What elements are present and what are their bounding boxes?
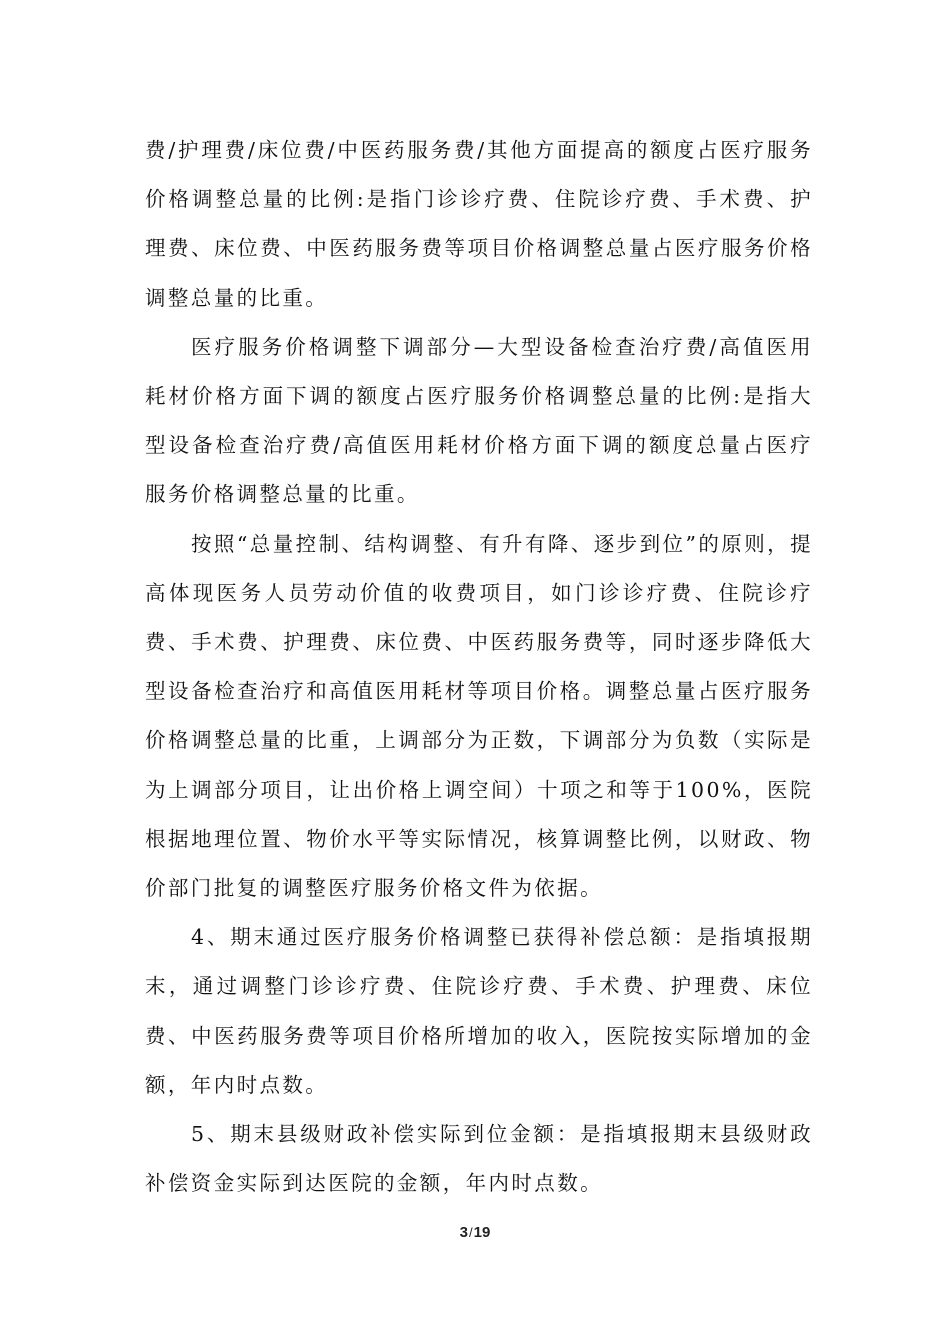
paragraph-continuation: 费/护理费/床位费/中医药服务费/其他方面提高的额度占医疗服务价格调整总量的比例:是指门诊诊疗费、住院诊疗费、手术费、护理费、床位费、中医药服务费等项目价格调整总量占医疗服务价格调整总量的比重。 (145, 138, 813, 310)
page-number (0, 1224, 950, 1241)
paragraph-item-5: 5、期末县级财政补偿实际到位金额：是指填报期末县级财政补偿资金实际到达医院的金额，年内时点数。 (145, 1122, 813, 1196)
paragraph-adjustment-principle: 按照“总量控制、结构调整、有升有降、逐步到位”的原则，提高体现医务人员劳动价值的收费项目，如门诊诊疗费、住院诊疗费、手术费、护理费、床位费、中医药服务费等，同时逐步降低大型设备检查治疗和高值医用耗材等项目价格。调整总量占医疗服务价格调整总量的比重，上调部分为正数，下调部分为负数（实际是为上调部分项目，让出价格上调空间）十项之和等于100%，医院根据地理位置、物价水平等实际情况，核算调整比例，以财政、物价部门批复的调整医疗服务价格文件为依据。 (145, 531, 813, 901)
current-page-number: 3 (459, 1224, 469, 1241)
paragraph-price-down-ratio: 医疗服务价格调整下调部分—大型设备检查治疗费/高值医用耗材价格方面下调的额度占医疗服务价格调整总量的比例:是指大型设备检查治疗费/高值医用耗材价格方面下调的额度总量占医疗服务价格调整总量的比重。 (145, 334, 813, 507)
total-pages-number: 19 (473, 1224, 491, 1241)
paragraph-item-4: 4、期末通过医疗服务价格调整已获得补偿总额：是指填报期末，通过调整门诊诊疗费、住院诊疗费、手术费、护理费、床位费、中医药服务费等项目价格所增加的收入，医院按实际增加的金额，年内时点数。 (145, 925, 813, 1097)
document-body (145, 126, 813, 1208)
page-separator: / (469, 1225, 473, 1240)
